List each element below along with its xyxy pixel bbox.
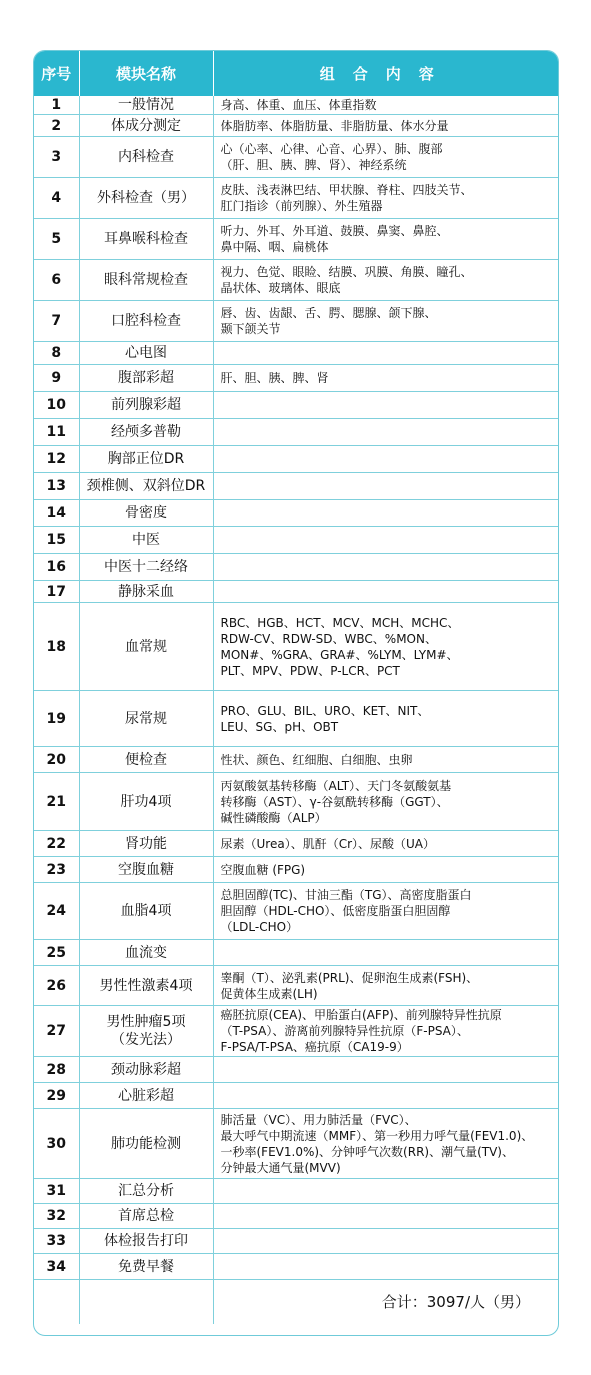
header-content: 组合内容: [213, 51, 558, 96]
row-content: 身高、体重、血压、体重指数: [213, 96, 558, 115]
row-content: 肺活量（VC）、用力肺活量（FVC）、 最大呼气中期流速（MMF）、第一秒用力呼气量(FEV1.0)、 一秒率(FEV1.0%)、分钟呼气次数(RR)、潮气量(TV)、 分钟最大通气量(MVV): [213, 1109, 558, 1179]
row-number: 6: [34, 260, 79, 301]
row-module-name: 空腹血糖: [79, 857, 213, 883]
row-number: 22: [34, 831, 79, 857]
row-module-name: 耳鼻喉科检查: [79, 219, 213, 260]
table-row: [34, 603, 558, 691]
table-row: [34, 1006, 558, 1057]
table-row: [34, 500, 558, 527]
row-content: [213, 581, 558, 603]
row-number: 5: [34, 219, 79, 260]
row-module-name: 肺功能检测: [79, 1109, 213, 1179]
row-module-name: 肝功4项: [79, 773, 213, 831]
table-row: [34, 527, 558, 554]
row-number: 3: [34, 137, 79, 178]
header-module: 模块名称: [79, 51, 213, 96]
table-row: [34, 137, 558, 178]
row-content: [213, 1254, 558, 1280]
row-content: 癌胚抗原(CEA)、甲胎蛋白(AFP)、前列腺特异性抗原 （T-PSA）、游离前列腺特异性抗原（F-PSA）、 F-PSA/T-PSA、癌抗原（CA19-9）: [213, 1006, 558, 1057]
row-content: [213, 940, 558, 966]
table-row: [34, 446, 558, 473]
row-module-name: 内科检查: [79, 137, 213, 178]
row-module-name: 颈椎侧、双斜位DR: [79, 473, 213, 500]
header-no: 序号: [34, 51, 79, 96]
row-content: [213, 500, 558, 527]
row-content: [213, 419, 558, 446]
row-number: 10: [34, 392, 79, 419]
table-row: [34, 342, 558, 365]
row-module-name: 胸部正位DR: [79, 446, 213, 473]
row-content: [213, 1179, 558, 1204]
row-number: 1: [34, 96, 79, 115]
row-module-name: 静脉采血: [79, 581, 213, 603]
row-content: 听力、外耳、外耳道、鼓膜、鼻窦、鼻腔、 鼻中隔、咽、扁桃体: [213, 219, 558, 260]
table-row: [34, 554, 558, 581]
row-module-name: 前列腺彩超: [79, 392, 213, 419]
row-content: [213, 1057, 558, 1083]
row-content: 心（心率、心律、心音、心界）、肺、腹部 （肝、胆、胰、脾、肾）、神经系统: [213, 137, 558, 178]
row-module-name: 血流变: [79, 940, 213, 966]
row-module-name: 外科检查（男）: [79, 178, 213, 219]
row-module-name: 心脏彩超: [79, 1083, 213, 1109]
row-content: [213, 473, 558, 500]
row-number: 30: [34, 1109, 79, 1179]
row-content: [213, 342, 558, 365]
row-content: [213, 1204, 558, 1229]
row-number: 7: [34, 301, 79, 342]
row-number: 17: [34, 581, 79, 603]
row-content: 唇、齿、齿龈、舌、腭、腮腺、颌下腺、 颞下颌关节: [213, 301, 558, 342]
row-number: 14: [34, 500, 79, 527]
row-number: 12: [34, 446, 79, 473]
row-content: [213, 446, 558, 473]
row-module-name: 体成分测定: [79, 115, 213, 137]
row-content: 性状、颜色、红细胞、白细胞、虫卵: [213, 747, 558, 773]
table-row: [34, 857, 558, 883]
table-row: [34, 365, 558, 392]
row-content: [213, 554, 558, 581]
table-row: [34, 1109, 558, 1179]
row-content: 体脂肪率、体脂肪量、非脂肪量、体水分量: [213, 115, 558, 137]
row-module-name: 汇总分析: [79, 1179, 213, 1204]
row-module-name: 一般情况: [79, 96, 213, 115]
row-content: [213, 527, 558, 554]
table-row: [34, 301, 558, 342]
table-row: [34, 178, 558, 219]
row-number: 29: [34, 1083, 79, 1109]
row-number: 4: [34, 178, 79, 219]
row-number: 32: [34, 1204, 79, 1229]
exam-package-table: [34, 51, 558, 1324]
table-row: [34, 96, 558, 115]
row-content: 总胆固醇(TC)、甘油三酯（TG）、高密度脂蛋白 胆固醇（HDL-CHO）、低密度脂蛋白胆固醇 （LDL-CHO）: [213, 883, 558, 940]
total-empty-no: [34, 1280, 79, 1324]
table-row: [34, 392, 558, 419]
table-row: [34, 831, 558, 857]
row-module-name: 血脂4项: [79, 883, 213, 940]
row-module-name: 口腔科检查: [79, 301, 213, 342]
row-number: 23: [34, 857, 79, 883]
row-content: [213, 392, 558, 419]
table-row: [34, 219, 558, 260]
row-module-name: 中医十二经络: [79, 554, 213, 581]
table-row: [34, 1179, 558, 1204]
row-number: 8: [34, 342, 79, 365]
row-module-name: 血常规: [79, 603, 213, 691]
row-content: 睾酮（T）、泌乳素(PRL)、促卵泡生成素(FSH)、 促黄体生成素(LH): [213, 966, 558, 1006]
total-price: 合计：3097/人（男）: [381, 1293, 530, 1312]
row-module-name: 经颅多普勒: [79, 419, 213, 446]
row-number: 15: [34, 527, 79, 554]
table-total-row: [34, 1280, 558, 1324]
row-content: RBC、HGB、HCT、MCV、MCH、MCHC、 RDW-CV、RDW-SD、WBC、%MON、 MON#、%GRA、GRA#、%LYM、LYM#、 PLT、MPV、PDW、P-LCR、PCT: [213, 603, 558, 691]
table-row: [34, 1229, 558, 1254]
row-number: 27: [34, 1006, 79, 1057]
row-content: 皮肤、浅表淋巴结、甲状腺、脊柱、四肢关节、 肛门指诊（前列腺）、外生殖器: [213, 178, 558, 219]
total-empty-module: [79, 1280, 213, 1324]
table-row: [34, 260, 558, 301]
row-number: 21: [34, 773, 79, 831]
table-row: [34, 1057, 558, 1083]
row-number: 2: [34, 115, 79, 137]
table-row: [34, 773, 558, 831]
table-row: [34, 883, 558, 940]
row-number: 9: [34, 365, 79, 392]
row-module-name: 男性性激素4项: [79, 966, 213, 1006]
row-module-name: 首席总检: [79, 1204, 213, 1229]
row-module-name: 骨密度: [79, 500, 213, 527]
row-number: 34: [34, 1254, 79, 1280]
table-row: [34, 1254, 558, 1280]
table-row: [34, 1204, 558, 1229]
row-module-name: 便检查: [79, 747, 213, 773]
row-module-name: 心电图: [79, 342, 213, 365]
row-module-name: 中医: [79, 527, 213, 554]
table-row: [34, 747, 558, 773]
row-module-name: 肾功能: [79, 831, 213, 857]
row-module-name: 体检报告打印: [79, 1229, 213, 1254]
row-module-name: 眼科常规检查: [79, 260, 213, 301]
row-content: 肝、胆、胰、脾、肾: [213, 365, 558, 392]
row-content: 视力、色觉、眼睑、结膜、巩膜、角膜、瞳孔、 晶状体、玻璃体、眼底: [213, 260, 558, 301]
package-table-card: [33, 50, 559, 1336]
row-number: 33: [34, 1229, 79, 1254]
row-number: 16: [34, 554, 79, 581]
table-row: [34, 115, 558, 137]
row-number: 18: [34, 603, 79, 691]
row-number: 25: [34, 940, 79, 966]
row-number: 13: [34, 473, 79, 500]
row-content: [213, 1229, 558, 1254]
row-module-name: 免费早餐: [79, 1254, 213, 1280]
table-row: [34, 691, 558, 747]
row-module-name: 男性肿瘤5项 （发光法）: [79, 1006, 213, 1057]
row-content: PRO、GLU、BIL、URO、KET、NIT、 LEU、SG、pH、OBT: [213, 691, 558, 747]
row-number: 24: [34, 883, 79, 940]
table-row: [34, 473, 558, 500]
row-number: 31: [34, 1179, 79, 1204]
row-content: 空腹血糖 (FPG): [213, 857, 558, 883]
row-number: 11: [34, 419, 79, 446]
table-row: [34, 966, 558, 1006]
row-content: [213, 1083, 558, 1109]
row-content: 丙氨酸氨基转移酶（ALT）、天门冬氨酸氨基 转移酶（AST）、γ-谷氨酰转移酶（GGT）、 碱性磷酸酶（ALP）: [213, 773, 558, 831]
table-row: [34, 940, 558, 966]
table-row: [34, 581, 558, 603]
row-module-name: 尿常规: [79, 691, 213, 747]
row-module-name: 颈动脉彩超: [79, 1057, 213, 1083]
row-module-name: 腹部彩超: [79, 365, 213, 392]
row-number: 20: [34, 747, 79, 773]
table-row: [34, 1083, 558, 1109]
table-row: [34, 419, 558, 446]
row-number: 28: [34, 1057, 79, 1083]
row-content: 尿素（Urea）、肌酐（Cr）、尿酸（UA）: [213, 831, 558, 857]
row-number: 19: [34, 691, 79, 747]
row-number: 26: [34, 966, 79, 1006]
table-header-row: [34, 51, 558, 96]
